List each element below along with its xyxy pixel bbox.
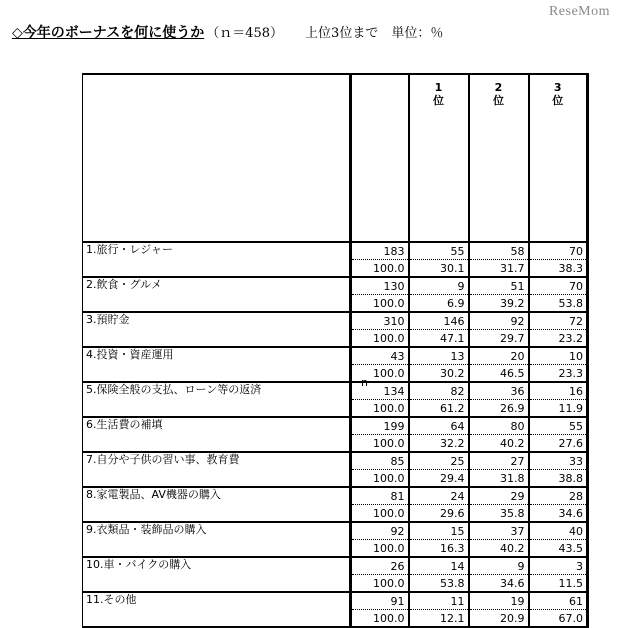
count-rank-cell: 80	[469, 417, 529, 435]
count-n-cell: 85	[351, 452, 409, 470]
table-row	[83, 382, 588, 400]
percent-rank-cell: 47.1	[409, 330, 469, 348]
count-rank-cell: 70	[529, 242, 588, 260]
table-row	[83, 312, 588, 330]
count-rank-cell: 3	[529, 557, 588, 575]
title-unit-note: 上位3位まで 単位：％	[305, 26, 444, 41]
table-row	[83, 277, 588, 295]
rank-header-label: 1 位	[433, 81, 444, 107]
count-rank-cell: 16	[529, 382, 588, 400]
count-rank-cell: 28	[529, 487, 588, 505]
header-rank-1	[409, 74, 469, 242]
percent-rank-cell: 23.2	[529, 330, 588, 348]
percent-n-cell: 100.0	[351, 330, 409, 348]
percent-rank-cell: 29.4	[409, 470, 469, 488]
header-blank-cell	[83, 74, 351, 242]
count-n-cell: 81	[351, 487, 409, 505]
count-rank-cell: 15	[409, 522, 469, 540]
percent-rank-cell: 31.7	[469, 260, 529, 278]
count-rank-cell: 20	[469, 347, 529, 365]
percent-n-cell: 100.0	[351, 505, 409, 523]
percent-n-cell: 100.0	[351, 575, 409, 593]
page-title	[12, 22, 443, 42]
count-n-cell: 92	[351, 522, 409, 540]
count-n-cell: 310	[351, 312, 409, 330]
percent-rank-cell: 31.8	[469, 470, 529, 488]
count-n-cell: 91	[351, 592, 409, 610]
header-rank-3	[529, 74, 588, 242]
percent-rank-cell: 30.2	[409, 365, 469, 383]
category-label: 5.保険全般の支払、ローン等の返済	[83, 382, 351, 417]
count-rank-cell: 14	[409, 557, 469, 575]
category-label: 7.自分や子供の習い事、教育費	[83, 452, 351, 487]
percent-rank-cell: 34.6	[469, 575, 529, 593]
category-label: 11.その他	[83, 592, 351, 627]
header-rank-2	[469, 74, 529, 242]
table-row	[83, 522, 588, 540]
percent-rank-cell: 38.3	[529, 260, 588, 278]
category-label: 10.車・バイクの購入	[83, 557, 351, 592]
count-rank-cell: 92	[469, 312, 529, 330]
table-row	[83, 487, 588, 505]
percent-rank-cell: 29.7	[469, 330, 529, 348]
percent-rank-cell: 6.9	[409, 295, 469, 313]
count-rank-cell: 55	[529, 417, 588, 435]
bonus-usage-table	[82, 73, 589, 628]
category-label: 6.生活費の補填	[83, 417, 351, 452]
percent-rank-cell: 23.3	[529, 365, 588, 383]
count-rank-cell: 9	[409, 277, 469, 295]
category-label: 4.投資・資産運用	[83, 347, 351, 382]
percent-n-cell: 100.0	[351, 540, 409, 558]
percent-rank-cell: 27.6	[529, 435, 588, 453]
count-n-cell: 199	[351, 417, 409, 435]
percent-rank-cell: 26.9	[469, 400, 529, 418]
percent-rank-cell: 12.1	[409, 610, 469, 628]
category-label: 1.旅行・レジャー	[83, 242, 351, 277]
percent-rank-cell: 61.2	[409, 400, 469, 418]
percent-rank-cell: 53.8	[409, 575, 469, 593]
count-rank-cell: 29	[469, 487, 529, 505]
percent-rank-cell: 39.2	[469, 295, 529, 313]
count-rank-cell: 61	[529, 592, 588, 610]
title-main: ◇今年のボーナスを何に使うか	[12, 25, 205, 41]
header-n-label: n	[361, 376, 368, 389]
percent-rank-cell: 11.9	[529, 400, 588, 418]
percent-rank-cell: 32.2	[409, 435, 469, 453]
category-label: 9.衣類品・装飾品の購入	[83, 522, 351, 557]
count-rank-cell: 10	[529, 347, 588, 365]
count-rank-cell: 55	[409, 242, 469, 260]
count-rank-cell: 9	[469, 557, 529, 575]
count-rank-cell: 19	[469, 592, 529, 610]
category-label: 3.預貯金	[83, 312, 351, 347]
count-rank-cell: 146	[409, 312, 469, 330]
percent-n-cell: 100.0	[351, 610, 409, 628]
percent-rank-cell: 11.5	[529, 575, 588, 593]
percent-n-cell: 100.0	[351, 470, 409, 488]
category-label: 8.家電製品、AV機器の購入	[83, 487, 351, 522]
percent-rank-cell: 20.9	[469, 610, 529, 628]
count-n-cell: 130	[351, 277, 409, 295]
count-rank-cell: 25	[409, 452, 469, 470]
percent-rank-cell: 35.8	[469, 505, 529, 523]
count-rank-cell: 36	[469, 382, 529, 400]
percent-n-cell: 100.0	[351, 295, 409, 313]
count-rank-cell: 11	[409, 592, 469, 610]
table-row	[83, 557, 588, 575]
count-n-cell: 26	[351, 557, 409, 575]
count-rank-cell: 33	[529, 452, 588, 470]
count-rank-cell: 64	[409, 417, 469, 435]
rank-header-label: 2 位	[493, 81, 504, 107]
percent-n-cell: 100.0	[351, 435, 409, 453]
rank-header-label: 3 位	[552, 81, 564, 107]
percent-rank-cell: 30.1	[409, 260, 469, 278]
count-rank-cell: 37	[469, 522, 529, 540]
count-rank-cell: 72	[529, 312, 588, 330]
count-n-cell: 43	[351, 347, 409, 365]
table-row	[83, 347, 588, 365]
percent-rank-cell: 16.3	[409, 540, 469, 558]
percent-rank-cell: 67.0	[529, 610, 588, 628]
count-rank-cell: 51	[469, 277, 529, 295]
percent-n-cell: 100.0	[351, 365, 409, 383]
percent-n-cell: 100.0	[351, 400, 409, 418]
percent-rank-cell: 34.6	[529, 505, 588, 523]
percent-rank-cell: 29.6	[409, 505, 469, 523]
count-rank-cell: 40	[529, 522, 588, 540]
count-rank-cell: 27	[469, 452, 529, 470]
percent-rank-cell: 43.5	[529, 540, 588, 558]
table-row	[83, 592, 588, 610]
percent-rank-cell: 40.2	[469, 540, 529, 558]
count-rank-cell: 13	[409, 347, 469, 365]
table-row	[83, 452, 588, 470]
percent-n-cell: 100.0	[351, 260, 409, 278]
count-n-cell: 134	[351, 382, 409, 400]
count-rank-cell: 24	[409, 487, 469, 505]
title-sample-size: （ｎ＝458）	[206, 26, 284, 41]
table-header-row	[83, 74, 588, 242]
resemom-logo: ReseMom	[548, 4, 610, 19]
count-rank-cell: 70	[529, 277, 588, 295]
count-rank-cell: 58	[469, 242, 529, 260]
percent-rank-cell: 38.8	[529, 470, 588, 488]
count-rank-cell: 82	[409, 382, 469, 400]
count-n-cell: 183	[351, 242, 409, 260]
percent-rank-cell: 46.5	[469, 365, 529, 383]
percent-rank-cell: 53.8	[529, 295, 588, 313]
percent-rank-cell: 40.2	[469, 435, 529, 453]
table-row	[83, 417, 588, 435]
table-row	[83, 242, 588, 260]
category-label: 2.飲食・グルメ	[83, 277, 351, 312]
